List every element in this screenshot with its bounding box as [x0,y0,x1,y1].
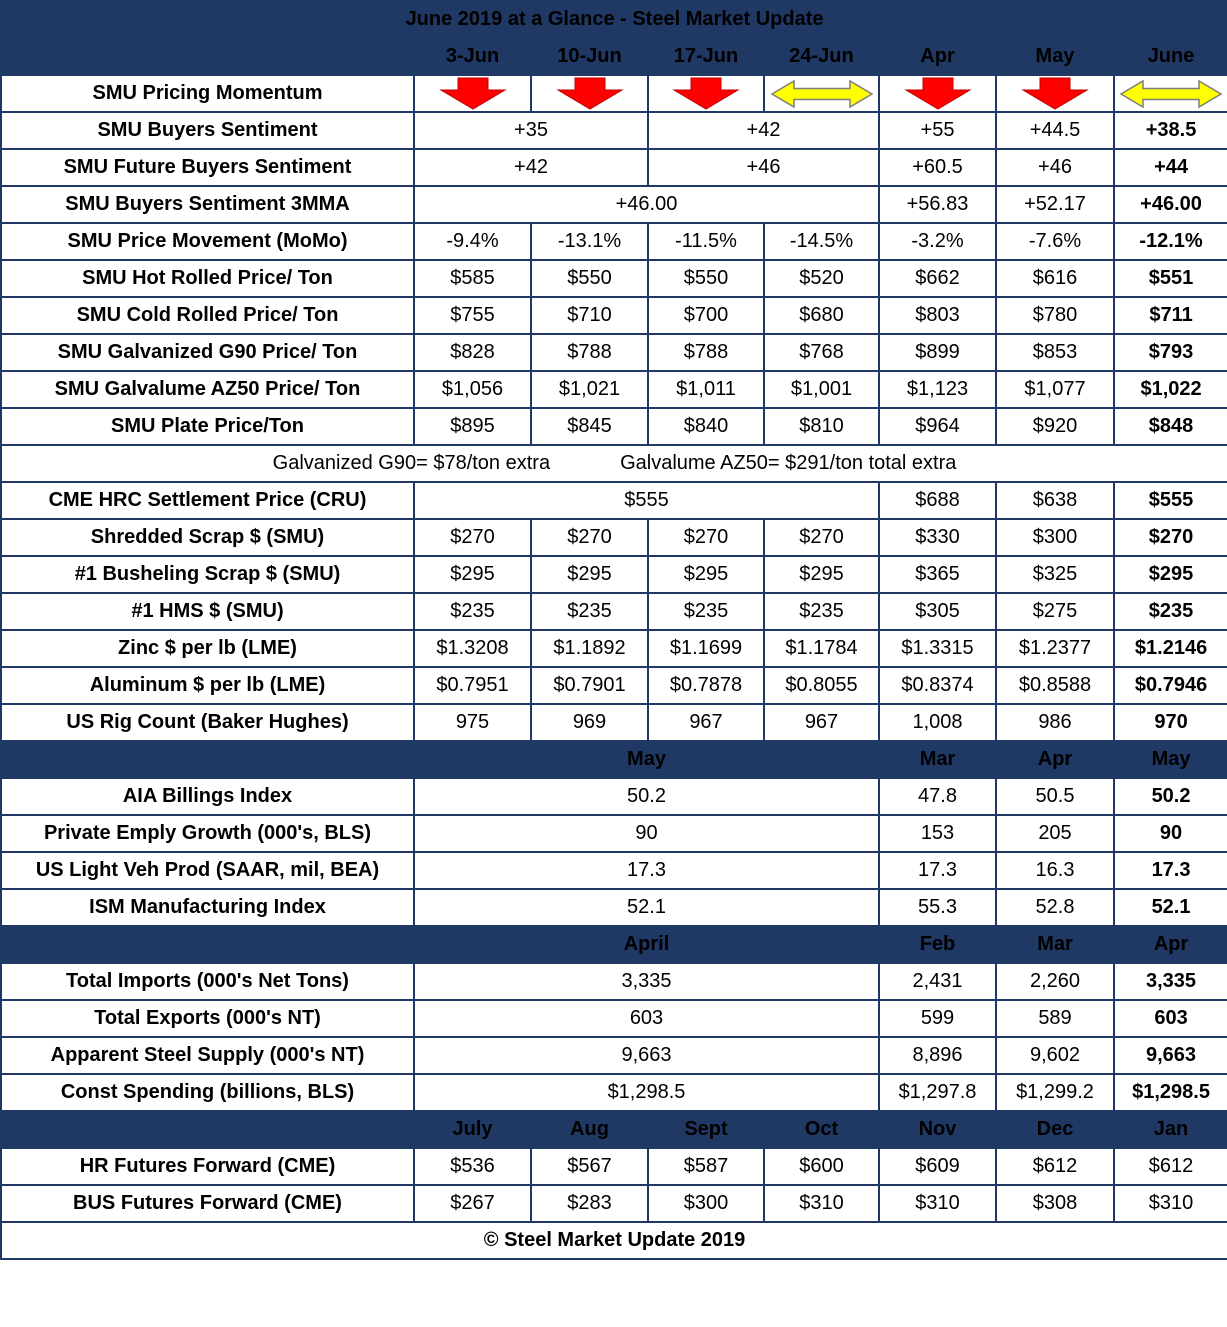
value-cell: 90 [1114,815,1227,852]
column-header-blank [1,1111,414,1148]
column-header: Aug [531,1111,648,1148]
value-cell: $788 [648,334,764,371]
table-row [1,519,1227,556]
value-cell: +44 [1114,149,1227,186]
value-cell: 986 [996,704,1114,741]
value-cell: $270 [1114,519,1227,556]
value-cell: -9.4% [414,223,531,260]
column-header: Oct [764,1111,879,1148]
row-label: SMU Price Movement (MoMo) [1,223,414,260]
table-row [1,223,1227,260]
value-cell: 16.3 [996,852,1114,889]
row-label: SMU Pricing Momentum [1,75,414,112]
row-label: SMU Plate Price/Ton [1,408,414,445]
value-cell: 603 [1114,1000,1227,1037]
column-header-row [1,926,1227,963]
row-label: SMU Cold Rolled Price/ Ton [1,297,414,334]
value-cell: $1,298.5 [414,1074,879,1111]
value-cell: $1.2377 [996,630,1114,667]
table-row [1,704,1227,741]
value-cell: $567 [531,1148,648,1185]
value-cell: $899 [879,334,996,371]
value-cell: $1.3208 [414,630,531,667]
value-cell: $1,022 [1114,371,1227,408]
value-cell: $555 [1114,482,1227,519]
momentum-cell [879,75,996,112]
value-cell: 47.8 [879,778,996,815]
table-row [1,482,1227,519]
column-header: 17-Jun [648,38,764,75]
table-row [1,149,1227,186]
value-cell: -11.5% [648,223,764,260]
value-cell: +60.5 [879,149,996,186]
value-cell: $1,011 [648,371,764,408]
value-cell: $270 [414,519,531,556]
value-cell: $616 [996,260,1114,297]
column-header: July [414,1111,531,1148]
value-cell: +46.00 [1114,186,1227,223]
row-label: US Rig Count (Baker Hughes) [1,704,414,741]
column-header: Feb [879,926,996,963]
table-row [1,371,1227,408]
value-cell: -3.2% [879,223,996,260]
value-cell: 17.3 [879,852,996,889]
column-header-blank [1,741,414,778]
momentum-cell [764,75,879,112]
value-cell: 9,663 [1114,1037,1227,1074]
row-label: SMU Future Buyers Sentiment [1,149,414,186]
table-row [1,334,1227,371]
value-cell: $920 [996,408,1114,445]
value-cell: 50.5 [996,778,1114,815]
value-cell: 2,260 [996,963,1114,1000]
row-label: AIA Billings Index [1,778,414,815]
red-down-arrow-icon [437,77,509,110]
value-cell: $793 [1114,334,1227,371]
value-cell: $585 [414,260,531,297]
value-cell: $1,001 [764,371,879,408]
table-row [1,852,1227,889]
table-row [1,75,1227,112]
value-cell: $780 [996,297,1114,334]
column-header: Sept [648,1111,764,1148]
value-cell: $1.1892 [531,630,648,667]
value-cell: $295 [1114,556,1227,593]
table-row [1,556,1227,593]
value-cell: $612 [996,1148,1114,1185]
momentum-cell [414,75,531,112]
momentum-cell [648,75,764,112]
value-cell: $550 [531,260,648,297]
column-header: Nov [879,1111,996,1148]
value-cell: +55 [879,112,996,149]
table-row [1,593,1227,630]
column-header: May [414,741,879,778]
value-cell: $310 [879,1185,996,1222]
value-cell: $0.7878 [648,667,764,704]
value-cell: $609 [879,1148,996,1185]
value-cell: $600 [764,1148,879,1185]
column-header: June [1114,38,1227,75]
table-row [1,1148,1227,1185]
value-cell: $235 [531,593,648,630]
column-header: Apr [996,741,1114,778]
value-cell: +52.17 [996,186,1114,223]
value-cell: $853 [996,334,1114,371]
red-down-arrow-icon [670,77,742,110]
value-cell: $0.7901 [531,667,648,704]
value-cell: $310 [764,1185,879,1222]
value-cell: +35 [414,112,648,149]
value-cell: $840 [648,408,764,445]
title-row [1,1,1227,38]
value-cell: +46.00 [414,186,879,223]
row-label: SMU Hot Rolled Price/ Ton [1,260,414,297]
value-cell: 153 [879,815,996,852]
value-cell: 50.2 [1114,778,1227,815]
value-cell: 17.3 [414,852,879,889]
row-label: Const Spending (billions, BLS) [1,1074,414,1111]
value-cell: $895 [414,408,531,445]
value-cell: $300 [996,519,1114,556]
value-cell: $0.7946 [1114,667,1227,704]
value-cell: $295 [531,556,648,593]
table-row [1,1185,1227,1222]
value-cell: +42 [414,149,648,186]
value-cell: $1.1784 [764,630,879,667]
row-label: SMU Galvanized G90 Price/ Ton [1,334,414,371]
column-header: Mar [996,926,1114,963]
note-galvanized-extra: Galvanized G90= $78/ton extra [272,452,551,474]
value-cell: $0.8055 [764,667,879,704]
value-cell: $270 [764,519,879,556]
value-cell: 975 [414,704,531,741]
value-cell: $638 [996,482,1114,519]
row-label: US Light Veh Prod (SAAR, mil, BEA) [1,852,414,889]
value-cell: $700 [648,297,764,334]
value-cell: +46 [648,149,879,186]
row-label: BUS Futures Forward (CME) [1,1185,414,1222]
table-row [1,667,1227,704]
value-cell: 967 [648,704,764,741]
value-cell: $235 [1114,593,1227,630]
table-row [1,889,1227,926]
value-cell: $1,297.8 [879,1074,996,1111]
yellow-double-arrow-icon [770,79,874,109]
value-cell: $270 [648,519,764,556]
row-label: Shredded Scrap $ (SMU) [1,519,414,556]
value-cell: $680 [764,297,879,334]
value-cell: $964 [879,408,996,445]
value-cell: $295 [764,556,879,593]
row-label: Zinc $ per lb (LME) [1,630,414,667]
column-header: April [414,926,879,963]
value-cell: $550 [648,260,764,297]
value-cell: $688 [879,482,996,519]
table-row [1,112,1227,149]
table-row [1,815,1227,852]
row-label: Total Imports (000's Net Tons) [1,963,414,1000]
column-header: 3-Jun [414,38,531,75]
value-cell: 9,602 [996,1037,1114,1074]
table-row [1,1222,1227,1259]
column-header: Dec [996,1111,1114,1148]
table-row [1,778,1227,815]
momentum-cell [1114,75,1227,112]
value-cell: $283 [531,1185,648,1222]
row-label: HR Futures Forward (CME) [1,1148,414,1185]
row-label: CME HRC Settlement Price (CRU) [1,482,414,519]
column-header: Apr [1114,926,1227,963]
value-cell: $330 [879,519,996,556]
value-cell: -7.6% [996,223,1114,260]
row-label: SMU Buyers Sentiment 3MMA [1,186,414,223]
value-cell: 1,008 [879,704,996,741]
value-cell: $267 [414,1185,531,1222]
momentum-cell [531,75,648,112]
value-cell: $662 [879,260,996,297]
value-cell: 967 [764,704,879,741]
table-row [1,297,1227,334]
copyright: © Steel Market Update 2019 [1,1222,1227,1259]
value-cell: -12.1% [1114,223,1227,260]
value-cell: +46 [996,149,1114,186]
table-row [1,1000,1227,1037]
table-row [1,963,1227,1000]
value-cell: $325 [996,556,1114,593]
value-cell: -13.1% [531,223,648,260]
value-cell: $270 [531,519,648,556]
value-cell: 17.3 [1114,852,1227,889]
value-cell: $1.3315 [879,630,996,667]
column-header-blank [1,926,414,963]
column-header-row [1,38,1227,75]
value-cell: 8,896 [879,1037,996,1074]
row-label: Aluminum $ per lb (LME) [1,667,414,704]
row-label: Apparent Steel Supply (000's NT) [1,1037,414,1074]
red-down-arrow-icon [902,77,974,110]
table-row [1,186,1227,223]
value-cell: +42 [648,112,879,149]
note-row [1,445,1227,482]
value-cell: $1,056 [414,371,531,408]
yellow-double-arrow-icon [1119,79,1223,109]
value-cell: 205 [996,815,1114,852]
value-cell: $520 [764,260,879,297]
momentum-cell [996,75,1114,112]
value-cell: $0.7951 [414,667,531,704]
value-cell: +44.5 [996,112,1114,149]
row-label: Total Exports (000's NT) [1,1000,414,1037]
value-cell: -14.5% [764,223,879,260]
value-cell: $1,299.2 [996,1074,1114,1111]
value-cell: +56.83 [879,186,996,223]
value-cell: $295 [648,556,764,593]
row-label: #1 Busheling Scrap $ (SMU) [1,556,414,593]
value-cell: $612 [1114,1148,1227,1185]
value-cell: $300 [648,1185,764,1222]
column-header: Apr [879,38,996,75]
value-cell: $788 [531,334,648,371]
red-down-arrow-icon [1019,77,1091,110]
value-cell: $803 [879,297,996,334]
value-cell: $711 [1114,297,1227,334]
value-cell: $810 [764,408,879,445]
value-cell: $1.1699 [648,630,764,667]
row-label: SMU Galvalume AZ50 Price/ Ton [1,371,414,408]
value-cell: $308 [996,1185,1114,1222]
value-cell: 52.1 [1114,889,1227,926]
value-cell: $845 [531,408,648,445]
value-cell: $295 [414,556,531,593]
value-cell: $275 [996,593,1114,630]
column-header: 24-Jun [764,38,879,75]
column-header-row [1,741,1227,778]
value-cell: $235 [414,593,531,630]
value-cell: $536 [414,1148,531,1185]
value-cell: 3,335 [1114,963,1227,1000]
value-cell: 599 [879,1000,996,1037]
value-cell: $1,077 [996,371,1114,408]
value-cell: 52.1 [414,889,879,926]
value-cell: $0.8588 [996,667,1114,704]
value-cell: 969 [531,704,648,741]
page-title: June 2019 at a Glance - Steel Market Update [1,1,1227,38]
table-row [1,630,1227,667]
value-cell: $1.2146 [1114,630,1227,667]
value-cell: 50.2 [414,778,879,815]
table-row [1,1037,1227,1074]
value-cell: $305 [879,593,996,630]
value-cell: $235 [648,593,764,630]
row-label: SMU Buyers Sentiment [1,112,414,149]
column-header: Mar [879,741,996,778]
column-header: Jan [1114,1111,1227,1148]
column-header: May [996,38,1114,75]
value-cell: 603 [414,1000,879,1037]
column-header: May [1114,741,1227,778]
value-cell: 9,663 [414,1037,879,1074]
table-row [1,408,1227,445]
value-cell: $768 [764,334,879,371]
value-cell: 55.3 [879,889,996,926]
value-cell: 52.8 [996,889,1114,926]
table-row [1,260,1227,297]
value-cell: 3,335 [414,963,879,1000]
note-galvalume-extra: Galvalume AZ50= $291/ton total extra [620,452,957,474]
value-cell: $365 [879,556,996,593]
row-label: ISM Manufacturing Index [1,889,414,926]
value-cell: $0.8374 [879,667,996,704]
column-header-row [1,1111,1227,1148]
value-cell: $755 [414,297,531,334]
row-label: #1 HMS $ (SMU) [1,593,414,630]
value-cell: $1,298.5 [1114,1074,1227,1111]
column-header-blank [1,38,414,75]
value-cell: 970 [1114,704,1227,741]
value-cell: $587 [648,1148,764,1185]
value-cell: $848 [1114,408,1227,445]
table-row [1,1074,1227,1111]
value-cell: $710 [531,297,648,334]
value-cell: $555 [414,482,879,519]
value-cell: $551 [1114,260,1227,297]
column-header: 10-Jun [531,38,648,75]
value-cell: 589 [996,1000,1114,1037]
value-cell: $1,123 [879,371,996,408]
value-cell: 90 [414,815,879,852]
value-cell: 2,431 [879,963,996,1000]
value-cell: $310 [1114,1185,1227,1222]
value-cell: $235 [764,593,879,630]
table-row [1,445,1227,482]
row-label: Private Emply Growth (000's, BLS) [1,815,414,852]
value-cell: $1,021 [531,371,648,408]
red-down-arrow-icon [554,77,626,110]
value-cell: +38.5 [1114,112,1227,149]
value-cell: $828 [414,334,531,371]
extras-note [2,452,1227,475]
